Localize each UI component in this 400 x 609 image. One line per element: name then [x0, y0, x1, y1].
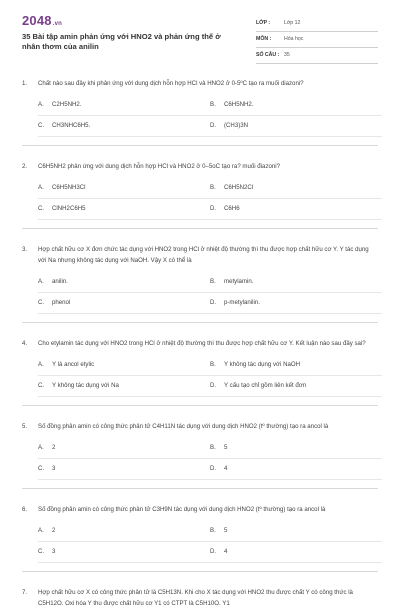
option-letter: B. — [210, 361, 216, 368]
question-stem: Chất nào sau đây khi phản ứng với dung dịch hỗn hợp HCl và HNO2 ở 0-5ºC tạo ra muối diazoni? — [38, 80, 304, 87]
meta-key: MÔN : — [256, 36, 272, 42]
question-item — [22, 338, 378, 406]
answer-option[interactable] — [38, 178, 210, 199]
option-letter: D. — [210, 548, 217, 555]
answer-option[interactable] — [38, 95, 210, 116]
page-title: 35 Bài tập amin phản ứng với HNO2 và phản ứng thế ở nhân thơm của anilin — [22, 32, 221, 51]
option-text: 3 — [52, 465, 56, 472]
option-text: C6H5N2Cl — [224, 184, 254, 191]
question-number: 5. — [22, 423, 28, 430]
question-stem: Hợp chất hữu cơ X đơn chức tác dụng với HNO2 trong HCl ở nhiệt độ thường thì thu được hợp chất hữu cơ Y. Y tác dụng với Na nhưng không tác dụng với NaOH. Vậy X có thể là — [38, 246, 369, 264]
question-text — [22, 78, 378, 89]
option-letter: D. — [210, 205, 217, 212]
question-item — [22, 244, 378, 323]
option-text: Y không tác dụng với Na — [52, 382, 119, 389]
option-letter: C. — [38, 548, 45, 555]
option-text: ClNH2C6H5 — [52, 205, 86, 212]
option-text: 5 — [224, 527, 228, 534]
answer-option[interactable] — [38, 438, 210, 459]
option-text: 2 — [52, 527, 56, 534]
option-letter: A. — [38, 361, 44, 368]
option-text: C6H6 — [224, 205, 240, 212]
answer-option[interactable] — [210, 542, 382, 563]
meta-key: LỚP : — [256, 20, 271, 26]
answer-options — [22, 521, 378, 563]
answer-option[interactable] — [210, 376, 382, 397]
option-letter: C. — [38, 465, 45, 472]
question-stem: Số đồng phân amin có công thức phân tử C4H11N tác dụng với dung dịch HNO2 (tº thường) tạo ra ancol là — [38, 423, 329, 430]
option-letter: B. — [210, 527, 216, 534]
option-text: p-metylanilin. — [224, 299, 260, 306]
question-text — [22, 244, 378, 266]
answer-option[interactable] — [38, 199, 210, 220]
question-item — [22, 504, 378, 572]
answer-option[interactable] — [38, 293, 210, 314]
answer-option[interactable] — [210, 438, 382, 459]
option-letter: B. — [210, 444, 216, 451]
option-text: metylamin. — [224, 278, 254, 285]
question-text — [22, 338, 378, 349]
option-letter: A. — [38, 527, 44, 534]
answer-options — [22, 355, 378, 397]
option-letter: B. — [210, 184, 216, 191]
question-text — [22, 421, 378, 432]
answer-option[interactable] — [38, 272, 210, 293]
option-letter: A. — [38, 184, 44, 191]
meta-value: 35 — [284, 52, 290, 58]
option-letter: C. — [38, 382, 45, 389]
question-number: 7. — [22, 589, 28, 596]
logo-suffix: .vn — [52, 21, 63, 27]
question-stem: C6H5NH2 phản ứng với dung dịch hỗn hợp HCl và HNO2 ở 0–5oC tạo ra? muối điazoni? — [38, 163, 281, 170]
option-text: 4 — [224, 548, 228, 555]
meta-table — [256, 16, 378, 64]
meta-row-subject — [256, 32, 378, 48]
site-logo[interactable] — [22, 13, 62, 28]
option-letter: B. — [210, 101, 216, 108]
option-letter: C. — [38, 122, 45, 129]
logo-text: 2048 — [22, 13, 52, 28]
meta-row-count — [256, 48, 378, 64]
option-text: C2H5NH2. — [52, 101, 82, 108]
question-number: 3. — [22, 246, 28, 253]
option-text: (CH3)3N — [224, 122, 249, 129]
answer-option[interactable] — [38, 355, 210, 376]
option-letter: D. — [210, 465, 217, 472]
option-text: 3 — [52, 548, 56, 555]
option-letter: A. — [38, 278, 44, 285]
answer-option[interactable] — [38, 521, 210, 542]
question-list — [0, 78, 400, 609]
answer-options — [22, 95, 378, 137]
option-letter: D. — [210, 382, 217, 389]
meta-row-class — [256, 16, 378, 32]
answer-options — [22, 438, 378, 480]
question-stem: Số đồng phân amin có công thức phân tử C3H9N tác dụng với dung dịch HNO2 (tº thường) tạo ra ancol là — [38, 506, 326, 513]
answer-option[interactable] — [38, 116, 210, 137]
option-text: Y là ancol etylic — [52, 361, 95, 368]
answer-options — [22, 272, 378, 314]
answer-option[interactable] — [38, 459, 210, 480]
option-text: anilin. — [52, 278, 68, 285]
answer-option[interactable] — [38, 542, 210, 563]
answer-option[interactable] — [210, 355, 382, 376]
question-stem: Hợp chất hữu cơ X có công thức phân tử là C5H13N. Khi cho X tác dụng với HNO2 thu được chất Y có công thức là C5H12O. Oxi hóa Y thu được chất hữu cơ Y1 có CTPT là C5H10O. Y1 — [38, 589, 353, 607]
meta-value: Lớp 12 — [284, 20, 301, 26]
option-letter: A. — [38, 444, 44, 451]
answer-option[interactable] — [210, 95, 382, 116]
question-number: 6. — [22, 506, 28, 513]
option-text: 4 — [224, 465, 228, 472]
answer-options — [22, 178, 378, 220]
answer-option[interactable] — [210, 521, 382, 542]
answer-option[interactable] — [210, 116, 382, 137]
question-number: 4. — [22, 340, 28, 347]
option-letter: C. — [38, 205, 45, 212]
meta-value: Hóa học — [284, 36, 304, 42]
question-number: 2. — [22, 163, 28, 170]
option-text: C6H5NH2. — [224, 101, 254, 108]
option-text: Y cấu tạo chỉ gồm liên kết đơn — [224, 382, 307, 389]
answer-option[interactable] — [210, 272, 382, 293]
option-text: 5 — [224, 444, 228, 451]
option-letter: B. — [210, 278, 216, 285]
option-text: CH3NHC6H5. — [52, 122, 91, 129]
question-item — [22, 421, 378, 489]
option-text: 2 — [52, 444, 56, 451]
question-item — [22, 161, 378, 229]
option-letter: C. — [38, 299, 45, 306]
question-item — [22, 587, 378, 609]
question-text — [22, 161, 378, 172]
answer-option[interactable] — [210, 293, 382, 314]
header — [0, 0, 400, 72]
option-letter: D. — [210, 122, 217, 129]
question-number: 1. — [22, 80, 28, 87]
question-text — [22, 504, 378, 515]
option-text: Y không tác dụng với NaOH — [224, 361, 301, 368]
answer-option[interactable] — [210, 178, 382, 199]
question-text — [22, 587, 378, 609]
question-stem: Cho etylamin tác dụng với HNO2 trong HCl ở nhiệt độ thường thì thu được hợp chất hữu cơ Y. Kết luận nào sau đây sai? — [38, 340, 366, 347]
answer-option[interactable] — [210, 459, 382, 480]
option-text: phenol — [52, 299, 71, 306]
answer-option[interactable] — [210, 199, 382, 220]
option-letter: A. — [38, 101, 44, 108]
option-letter: D. — [210, 299, 217, 306]
option-text: C6H5NH3Cl — [52, 184, 86, 191]
answer-option[interactable] — [38, 376, 210, 397]
meta-key: SỐ CÂU : — [256, 52, 280, 58]
question-item — [22, 78, 378, 146]
